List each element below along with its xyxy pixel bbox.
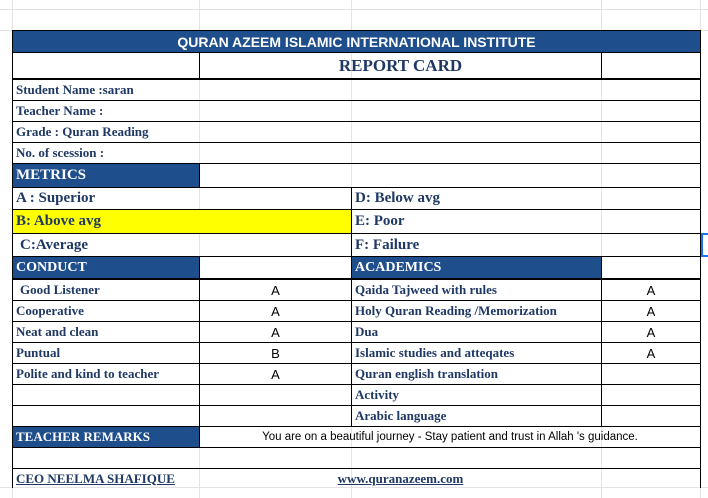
academics-item-label: Arabic language <box>355 408 447 423</box>
ceo-name: CEO NEELMA SHAFIQUE <box>16 470 175 486</box>
metric-b: B: Above avg <box>16 213 102 229</box>
conduct-grade: A <box>271 324 280 340</box>
academics-grade-cell[interactable] <box>601 300 701 322</box>
teacher-name: Teacher Name : <box>16 103 104 118</box>
teacher-name-cell[interactable] <box>12 100 701 122</box>
academics-grade-cell[interactable] <box>601 384 701 406</box>
academics-item-label: Islamic studies and atteqates <box>355 345 515 360</box>
academics-title-cell[interactable] <box>351 256 602 279</box>
website-link[interactable]: www.quranazeem.com <box>337 470 464 486</box>
ceo-cell[interactable] <box>12 468 200 488</box>
empty-cell[interactable] <box>601 52 701 79</box>
academics-item-label: Holy Quran Reading /Memorization <box>355 303 557 318</box>
conduct-item-cell[interactable] <box>12 279 200 301</box>
cell-selection-indicator <box>701 233 708 257</box>
student-name-cell[interactable] <box>12 79 701 101</box>
academics-item-cell[interactable] <box>351 384 602 406</box>
academics-item-label: Quran english translation <box>355 366 499 381</box>
teacher-remarks-title-cell[interactable] <box>12 426 200 448</box>
conduct-title: CONDUCT <box>16 259 87 275</box>
academics-item-cell[interactable] <box>351 279 602 301</box>
metric-c: C:Average <box>20 236 89 253</box>
conduct-grade: A <box>271 366 280 382</box>
academics-grade-cell[interactable] <box>601 342 701 364</box>
metric-e-cell[interactable] <box>351 209 701 234</box>
teacher-remarks-cell[interactable] <box>199 426 701 448</box>
grade-label: Grade : Quran Reading <box>16 124 149 139</box>
teacher-remarks-title: TEACHER REMARKS <box>16 429 150 444</box>
empty-cell[interactable] <box>601 468 701 488</box>
academics-grade-cell[interactable] <box>601 405 701 427</box>
metric-c-cell[interactable] <box>12 233 352 257</box>
report-card-title-cell[interactable] <box>199 52 602 79</box>
academics-grade-cell[interactable] <box>601 321 701 343</box>
sessions-label: No. of scession : <box>16 145 105 160</box>
metric-f: F: Failure <box>355 236 420 253</box>
conduct-grade: B <box>271 345 280 361</box>
academics-grade: A <box>646 303 656 319</box>
academics-item-label: Activity <box>355 387 400 402</box>
empty-cell[interactable] <box>199 163 701 188</box>
conduct-item-cell[interactable] <box>12 363 200 385</box>
conduct-grade-cell[interactable] <box>199 321 352 343</box>
conduct-grade-cell[interactable] <box>199 363 352 385</box>
student-name: Student Name :saran <box>16 82 134 97</box>
academics-item-cell[interactable] <box>351 405 602 427</box>
empty-cell[interactable] <box>199 384 352 406</box>
empty-cell[interactable] <box>199 256 352 279</box>
conduct-title-cell[interactable] <box>12 256 200 279</box>
conduct-grade-cell[interactable] <box>199 300 352 322</box>
conduct-item-label: Neat and clean <box>16 324 99 339</box>
academics-item-label: Qaida Tajweed with rules <box>355 282 497 297</box>
metric-f-cell[interactable] <box>351 233 701 257</box>
academics-item-cell[interactable] <box>351 300 602 322</box>
empty-cell[interactable] <box>199 405 352 427</box>
institute-title: QURAN AZEEM ISLAMIC INTERNATIONAL INSTITUTE <box>177 33 536 50</box>
metric-d-cell[interactable] <box>351 187 701 210</box>
academics-item-cell[interactable] <box>351 363 602 385</box>
sessions-cell[interactable] <box>12 142 701 164</box>
metric-d: D: Below avg <box>355 190 440 206</box>
academics-grade-cell[interactable] <box>601 279 701 301</box>
conduct-grade-cell[interactable] <box>199 342 352 364</box>
academics-grade: A <box>646 345 656 361</box>
conduct-item-label: Puntual <box>16 345 61 360</box>
conduct-grade-cell[interactable] <box>199 279 352 301</box>
conduct-item-label: Polite and kind to teacher <box>16 366 159 381</box>
report-card-title: REPORT CARD <box>338 55 463 75</box>
empty-cell[interactable] <box>12 52 200 79</box>
metric-a: A : Superior <box>16 190 96 206</box>
conduct-grade: A <box>271 303 280 319</box>
metrics-title-cell[interactable] <box>12 163 200 188</box>
academics-item-label: Dua <box>355 324 379 339</box>
academics-item-cell[interactable] <box>351 321 602 343</box>
metric-e: E: Poor <box>355 213 405 229</box>
academics-grade: A <box>646 324 656 340</box>
empty-cell[interactable] <box>12 384 200 406</box>
empty-cell[interactable] <box>12 405 200 427</box>
academics-grade-cell[interactable] <box>601 363 701 385</box>
conduct-item-cell[interactable] <box>12 342 200 364</box>
conduct-item-label: Cooperative <box>16 303 84 318</box>
website-cell[interactable] <box>199 468 602 488</box>
conduct-grade: A <box>271 282 280 298</box>
grade-cell[interactable] <box>12 121 701 143</box>
conduct-item-cell[interactable] <box>12 300 200 322</box>
academics-item-cell[interactable] <box>351 342 602 364</box>
empty-cell[interactable] <box>601 256 701 279</box>
metrics-title: METRICS <box>16 167 87 183</box>
conduct-item-label: Good Listener <box>20 282 100 297</box>
metric-a-cell[interactable] <box>12 187 352 210</box>
metric-b-cell[interactable] <box>12 209 352 234</box>
empty-cell[interactable] <box>12 447 701 469</box>
institute-title-cell[interactable] <box>12 30 701 53</box>
teacher-remarks-text: You are on a beautiful journey - Stay patient and trust in Allah 's guidance. <box>262 431 638 443</box>
academics-title: ACADEMICS <box>355 259 442 275</box>
academics-grade: A <box>646 282 656 298</box>
conduct-item-cell[interactable] <box>12 321 200 343</box>
